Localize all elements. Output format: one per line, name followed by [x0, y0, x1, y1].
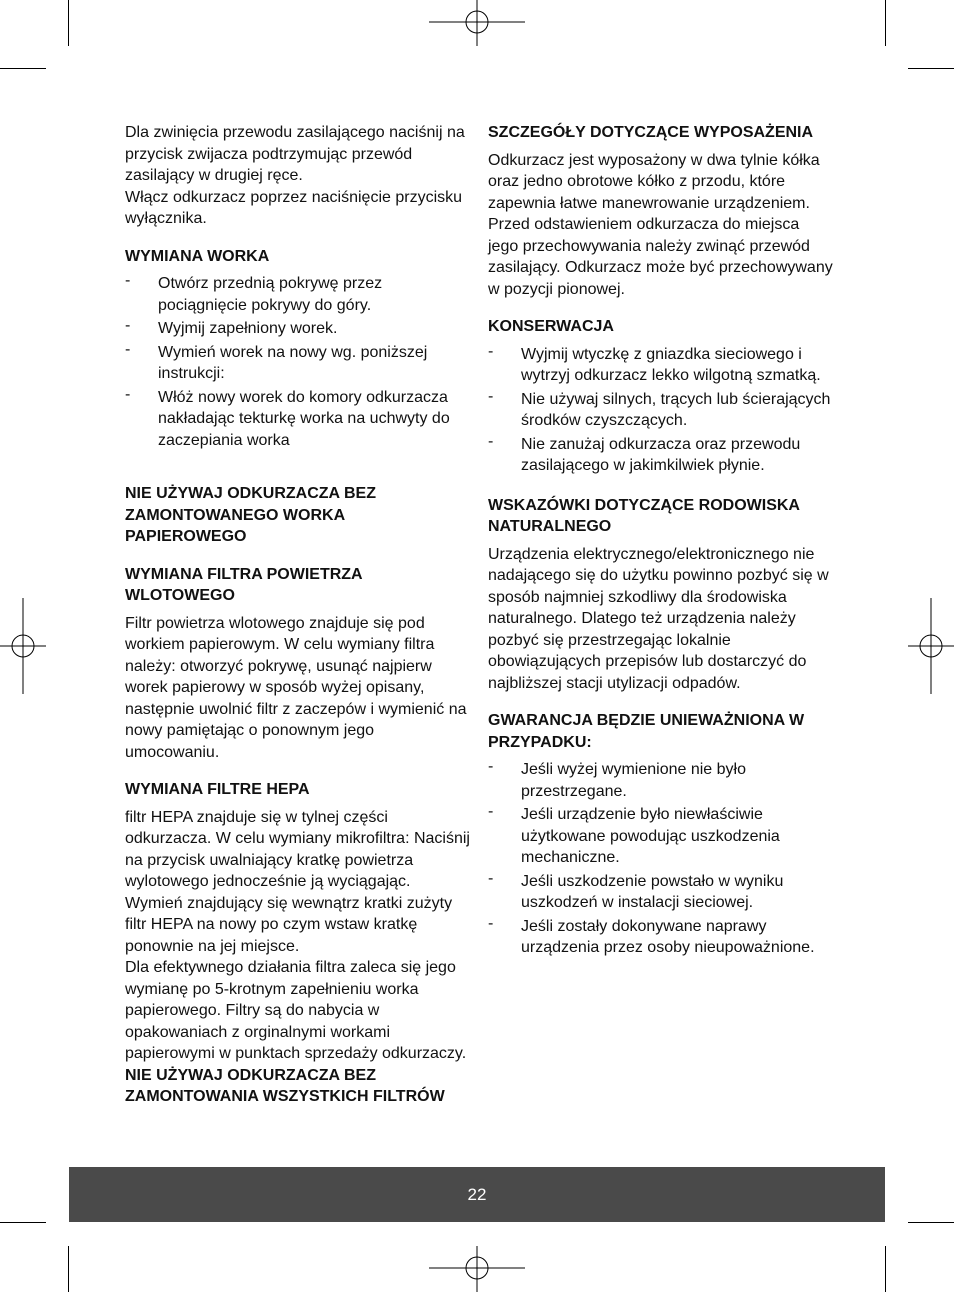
crop-mark: [68, 0, 69, 46]
left-column: [125, 122, 470, 1108]
hepa-paragraph: Dla efektywnego działania filtra zaleca się jego wymianę po 5-krotnym zapełnieniu worka papierowego. Filtry są do nabycia w opakowaniach z orginalnymi workami papierowymi w punktach sprzedaży odkurzaczy.: [125, 959, 467, 1062]
section-heading-filter: WYMIANA FILTRA POWIETRZA WLOTOWEGO: [125, 565, 362, 604]
right-column: [488, 122, 833, 961]
warning-filters: NIE UŻYWAJ ODKURZACZA BEZ ZAMONTOWANIA WSZYSTKICH FILTRÓW: [125, 1066, 445, 1105]
list-item: - Jeśli zostały dokonywane naprawy urządzenia przez osoby nieupoważnione.: [488, 916, 833, 959]
crop-mark: [908, 1222, 954, 1223]
crop-mark: [885, 1246, 886, 1292]
list-item: - Wymień worek na nowy wg. poniższej instrukcji:: [125, 342, 470, 385]
list-item: - Wyjmij zapełniony worek.: [125, 318, 470, 340]
list-item: - Jeśli urządzenie było niewłaściwie użytkowane powodując uszkodzenia mechaniczne.: [488, 804, 833, 869]
page-number: 22: [467, 1184, 487, 1204]
warning-bag: NIE UŻYWAJ ODKURZACZA BEZ ZAMONTOWANEGO WORKA PAPIEROWEGO: [125, 485, 376, 545]
crop-mark: [885, 0, 886, 46]
list-item: - Jeśli wyżej wymienione nie było przestrzegane.: [488, 759, 833, 802]
list-item: - Jeśli uszkodzenie powstało w wyniku uszkodzeń w instalacji sieciowej.: [488, 871, 833, 914]
hepa-paragraph: filtr HEPA znajduje się w tylnej części odkurzacza. W celu wymiany mikrofiltra: Naciśnij na przycisk uwalniający kratkę powietrza wylotowego jednocześnie ją wyciągając.: [125, 808, 470, 890]
list-item: - Otwórz przednią pokrywę przez pociągnięcie pokrywy do góry.: [125, 273, 470, 316]
registration-mark-bottom: [429, 1246, 525, 1292]
intro-paragraph: Dla zwinięcia przewodu zasilającego naciśnij na przycisk zwijacza podtrzymując przewód zasilający w drugiej ręce.: [125, 124, 465, 184]
environment-paragraph: Urządzenia elektrycznego/elektronicznego nie nadającego się do użytku powinno pozbyć się w sposób najmniej szkodliwy dla środowiska naturalnego. Dlatego też urządzenia należy pozbyć się przestrzegając lokalnie obowiązujących przepisów lub dostarczyć do najbliższej stacji utylizacji odpadów.: [488, 545, 829, 692]
section-heading-environment: WSKAZÓWKI DOTYCZĄCE RODOWISKA NATURALNEGO: [488, 496, 800, 535]
maintenance-list: [488, 344, 833, 477]
crop-mark: [908, 68, 954, 69]
registration-mark-right: [908, 598, 954, 694]
crop-mark: [0, 1222, 46, 1223]
crop-mark: [0, 68, 46, 69]
section-heading-maintenance: KONSERWACJA: [488, 318, 614, 335]
warranty-list: [488, 759, 833, 959]
details-paragraph: Odkurzacz jest wyposażony w dwa tylnie kółka oraz jedno obrotowe kółko z przodu, które zapewnia łatwe manewrowanie urządzeniem. Przed odstawieniem odkurzacza do miejsca jego przechowywania należy zwinąć przewód zasilający. Odkurzacz może być przechowywany w pozycji pionowej.: [488, 151, 833, 298]
hepa-paragraph: Wymień znajdujący się wewnątrz kratki zużyty filtr HEPA na nowy po czym wstaw kratkę ponownie na jej miejsce.: [125, 894, 453, 955]
section-heading-bag: WYMIANA WORKA: [125, 247, 270, 265]
registration-mark-left: [0, 598, 46, 694]
list-item: - Nie używaj silnych, trących lub ścierających środków czyszczących.: [488, 389, 833, 432]
list-item: - Włóż nowy worek do komory odkurzacza nakładając tekturkę worka na uchwyty do zaczepiania worka: [125, 387, 470, 452]
crop-mark: [68, 1246, 69, 1292]
list-item: - Nie zanużaj odkurzacza oraz przewodu zasilającego w jakimkilwiek płynie.: [488, 434, 833, 477]
page-footer: [69, 1167, 885, 1222]
section-heading-details: SZCZEGÓŁY DOTYCZĄCE WYPOSAŻENIA: [488, 124, 814, 141]
registration-mark-top: [429, 0, 525, 46]
filter-paragraph: Filtr powietrza wlotowego znajduje się pod workiem papierowym. W celu wymiany filtra należy: otworzyć pokrywę, usunąć najpierw worek papierowy w sposób wyżej opisany, następnie uwolnić filtr z zaczepów i wymienić na nowy pamiętając o ponownym jego umocowaniu.: [125, 614, 467, 761]
section-heading-warranty: GWARANCJA BĘDZIE UNIEWAŻNIONA W PRZYPADKU:: [488, 712, 805, 751]
section-heading-hepa: WYMIANA FILTRE HEPA: [125, 781, 310, 798]
list-item: - Wyjmij wtyczkę z gniazdka sieciowego i wytrzyj odkurzacz lekko wilgotną szmatką.: [488, 344, 833, 387]
intro-paragraph: Włącz odkurzacz poprzez naciśnięcie przycisku wyłącznika.: [125, 188, 463, 227]
bag-steps-list: [125, 273, 470, 451]
